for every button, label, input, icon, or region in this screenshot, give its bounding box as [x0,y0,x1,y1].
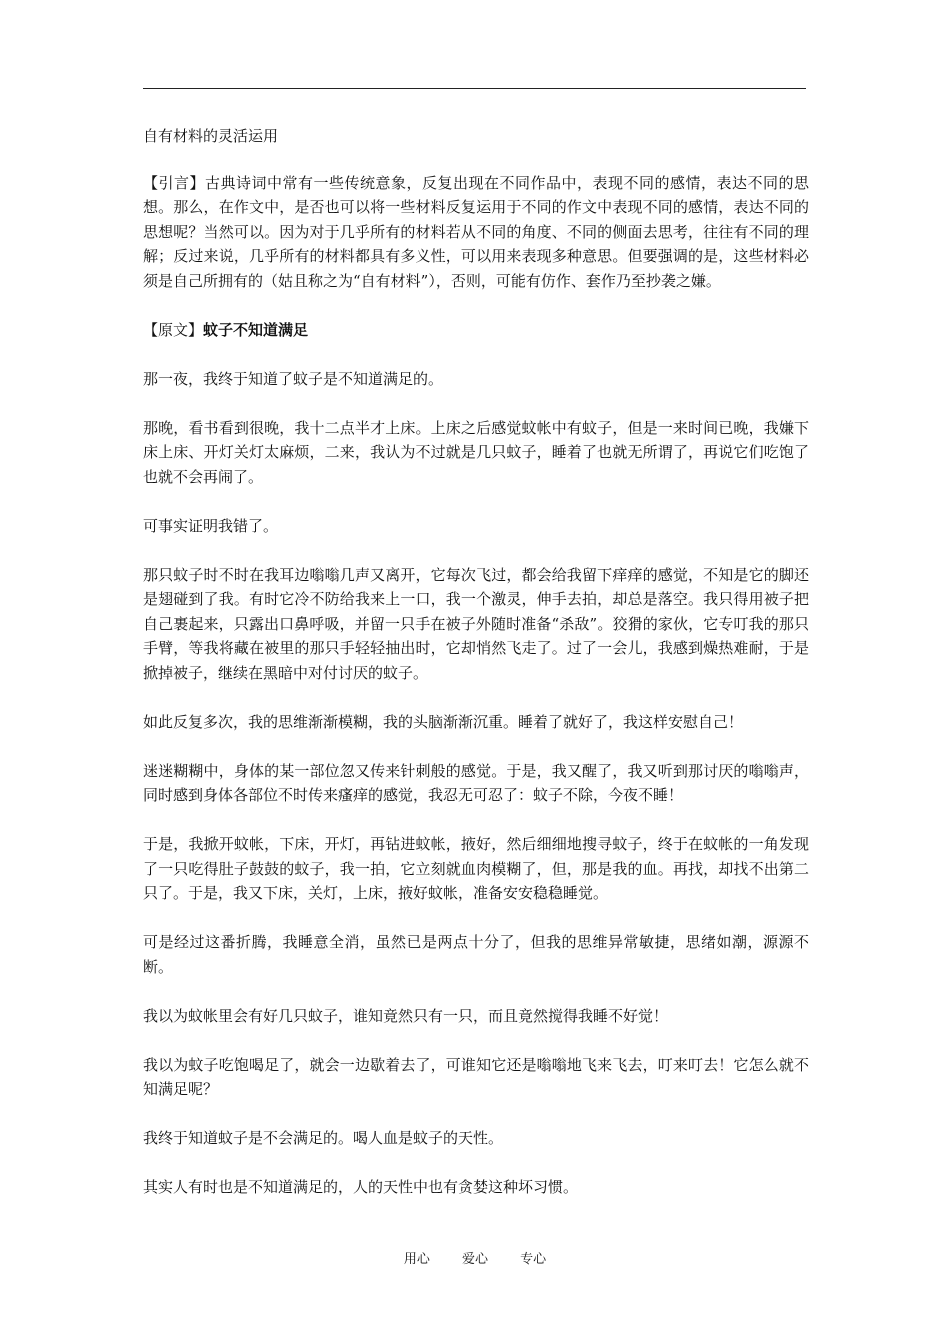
body-paragraph: 于是，我掀开蚊帐，下床，开灯，再钻进蚊帐，掖好，然后细细地搜寻蚊子，终于在蚊帐的一角发现了一只吃得肚子鼓鼓的蚊子，我一拍，它立刻就血肉模糊了，但，那是我的血。再找，却找不出第二只了。于是，我又下床，关灯，上床，掖好蚊帐，准备安安稳稳睡觉。 [143,835,809,902]
document-body [143,124,809,1224]
footer-item: 用心 [403,1252,430,1267]
intro-paragraph [143,171,809,294]
body-paragraph: 迷迷糊糊中，身体的某一部位忽又传来针刺般的感觉。于是，我又醒了，我又听到那讨厌的嗡嗡声，同时感到身体各部位不时传来瘙痒的感觉，我忍无可忍了：蚊子不除，今夜不睡！ [143,761,809,804]
page-footer [0,1248,950,1267]
original-title: 蚊子不知道满足 [203,320,309,339]
footer-item: 爱心 [461,1252,488,1267]
intro-label: 【引言】 [143,173,205,192]
original-label: 【原文】 [143,320,204,339]
body-paragraph: 可事实证明我错了。 [143,516,279,535]
body-paragraph: 可是经过这番折腾，我睡意全消，虽然已是两点十分了，但我的思维异常敏捷，思绪如潮，源源不断。 [143,933,809,976]
body-paragraph: 如此反复多次，我的思维渐渐模糊，我的头脑渐渐沉重。睡着了就好了，我这样安慰自己！ [143,712,744,731]
body-paragraph: 我以为蚊子吃饱喝足了，就会一边歇着去了，可谁知它还是嗡嗡地飞来飞去，叮来叮去！它怎么就不知满足呢？ [143,1055,809,1098]
body-paragraph: 我以为蚊帐里会有好几只蚊子，谁知竟然只有一只，而且竟然搅得我睡不好觉！ [143,1006,669,1025]
intro-text: 古典诗词中常有一些传统意象，反复出现在不同作品中，表现不同的感情，表达不同的思想。那么，在作文中，是否也可以将一些材料反复运用于不同的作文中表现不同的感情，表达不同的思想呢？当然可以。因为对于几乎所有的材料若从不同的角度、不同的侧面去思考，往往有不同的理解；反过来说，几乎所有的材料都具有多义性，可以用来表现多种意思。但要强调的是，这些材料必须是自己所拥有的（姑且称之为“自有材料”），否则，可能有仿作、套作乃至抄袭之嫌。 [143,173,809,290]
body-paragraph: 我终于知道蚊子是不会满足的。喝人血是蚊子的天性。 [143,1129,504,1147]
footer-item: 专心 [520,1252,547,1267]
body-paragraph: 那一夜，我终于知道了蚊子是不知道满足的。 [143,369,444,388]
header-rule [143,88,806,89]
body-paragraph: 那晚，看书看到很晚，我十二点半才上床。上床之后感觉蚊帐中有蚊子，但是一来时间已晚，我嫌下床上床、开灯关灯太麻烦，二来，我认为不过就是几只蚊子，睡着了也就无所谓了，再说它们吃饱了也就不会再闹了。 [143,418,809,486]
original-heading [143,318,809,343]
document-title: 自有材料的灵活运用 [143,127,279,145]
body-paragraph: 那只蚊子时不时在我耳边嗡嗡几声又离开，它每次飞过，都会给我留下痒痒的感觉，不知是它的脚还是翅碰到了我。有时它冷不防给我来上一口，我一个激灵，伸手去拍，却总是落空。我只得用被子把自己裹起来，只露出口鼻呼吸，并留一只手在被子外随时准备“杀敌”。狡猾的家伙，它专叮我的那只手臂，等我将藏在被里的那只手轻轻抽出时，它却悄然飞走了。过了一会儿，我感到燥热难耐，于是掀掉被子，继续在黑暗中对付讨厌的蚊子。 [143,565,809,682]
body-paragraph: 其实人有时也是不知道满足的，人的天性中也有贪婪这种坏习惯。 [143,1178,579,1196]
